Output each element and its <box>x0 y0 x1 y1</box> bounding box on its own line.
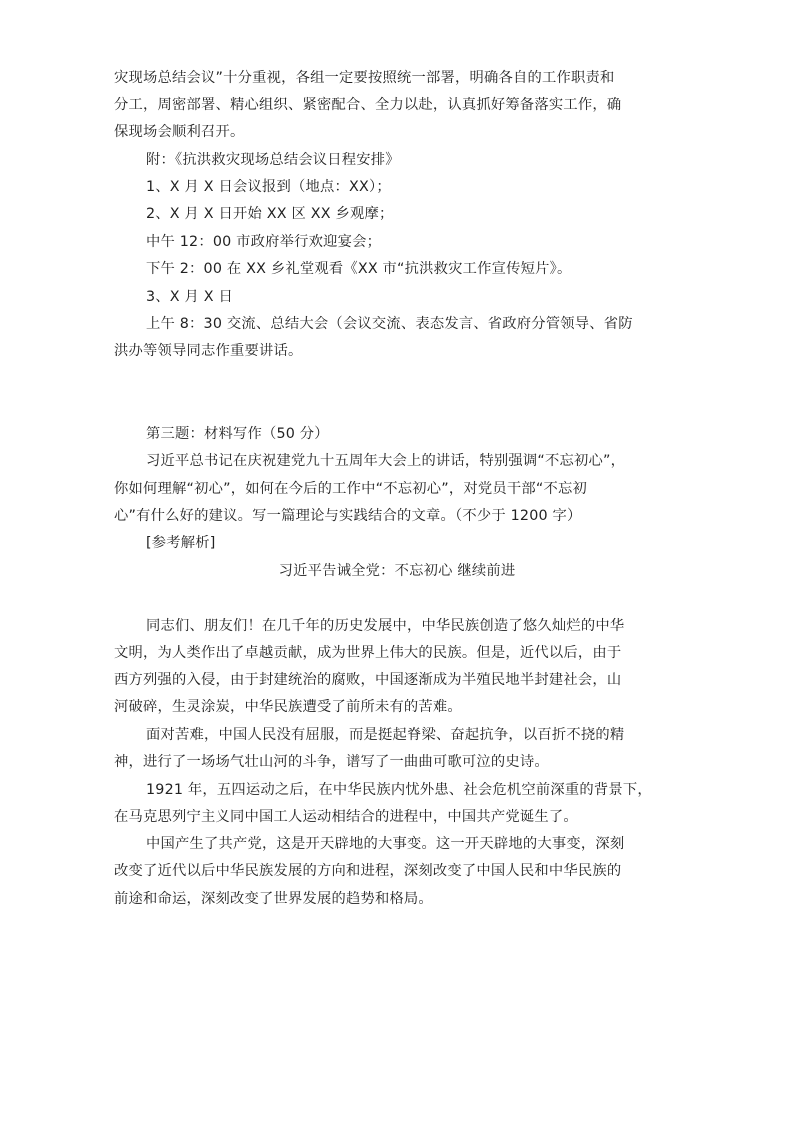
text-line: 前途和命运，深刻改变了世界发展的趋势和格局。 <box>114 891 433 907</box>
text-line: 分工，周密部署、精心组织、紧密配合、全力以赴，认真抓好筹备落实工作，确 <box>114 97 622 113</box>
text-line: 习近平总书记在庆祝建党九十五周年大会上的讲话，特别强调“不忘初心”， <box>146 453 626 469</box>
text-line: 你如何理解“初心”，如何在今后的工作中“不忘初心”，对党员干部“不忘初 <box>114 481 587 497</box>
text-line: 灾现场总结会议”十分重视，各组一定要按照统一部署，明确各自的工作职责和 <box>114 70 615 86</box>
text-line: 1、X 月 X 日会议报到（地点：XX）； <box>146 179 391 195</box>
reference-label: [参考解析] <box>146 535 216 551</box>
text-line: 附：《抗洪救灾现场总结会议日程安排》 <box>146 152 400 168</box>
text-line: 改变了近代以后中华民族发展的方向和进程，深刻改变了中国人民和中华民族的 <box>114 863 622 879</box>
article-title: 习近平告诫全党：不忘初心 继续前进 <box>278 563 516 579</box>
text-line: 心”有什么好的建议。写一篇理论与实践结合的文章。（不少于 1200 字） <box>114 508 582 524</box>
text-line: 保现场会顺利召开。 <box>114 124 245 140</box>
text-line: 中午 12：00 市政府举行欢迎宴会； <box>146 234 382 250</box>
text-line: 文明，为人类作出了卓越贡献，成为世界上伟大的民族。但是，近代以后，由于 <box>114 645 622 661</box>
text-line: 在马克思列宁主义同中国工人运动相结合的进程中，中国共产党诞生了。 <box>114 809 578 825</box>
text-line: 洪办等领导同志作重要讲话。 <box>114 343 303 359</box>
text-line: 西方列强的入侵，由于封建统治的腐败，中国逐渐成为半殖民地半封建社会，山 <box>114 672 622 688</box>
text-line: 1921 年，五四运动之后，在中华民族内忧外患、社会危机空前深重的背景下， <box>146 782 652 798</box>
text-line: 上午 8：30 交流、总结大会（会议交流、表态发言、省政府分管领导、省防 <box>146 316 633 332</box>
text-line: 神，进行了一场场气壮山河的斗争，谱写了一曲曲可歌可泣的史诗。 <box>114 754 549 770</box>
section-heading: 第三题：材料写作（50 分） <box>146 426 329 442</box>
text-line: 河破碎，生灵涂炭，中华民族遭受了前所未有的苦难。 <box>114 699 462 715</box>
text-line: 中国产生了共产党，这是开天辟地的大事变。这一开天辟地的大事变，深刻 <box>146 836 625 852</box>
text-line: 2、X 月 X 日开始 XX 区 XX 乡观摩； <box>146 206 394 222</box>
text-line: 同志们、朋友们！在几千年的历史发展中，中华民族创造了悠久灿烂的中华 <box>146 618 625 634</box>
text-line: 3、X 月 X 日 <box>146 289 234 305</box>
text-line: 面对苦难，中国人民没有屈服，而是挺起脊梁、奋起抗争，以百折不挠的精 <box>146 727 625 743</box>
text-line: 下午 2：00 在 XX 乡礼堂观看《XX 市“抗洪救灾工作宣传短片》。 <box>146 261 572 277</box>
